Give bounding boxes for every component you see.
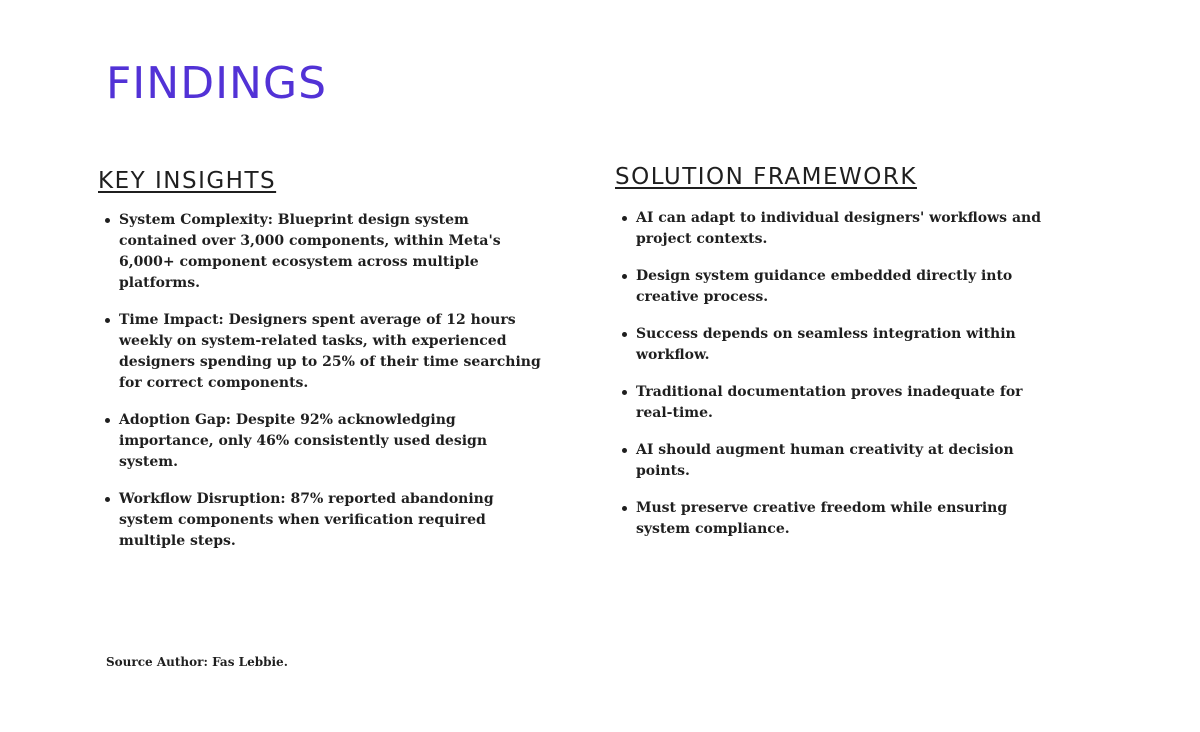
bullet-dot-icon: [622, 390, 627, 395]
list-item-text: Success depends on seamless integration within workflow.: [636, 325, 1016, 363]
list-item: [98, 410, 543, 473]
solution-framework-list: [615, 208, 1055, 540]
page-title: FINDINGS: [106, 58, 327, 109]
list-item: [98, 310, 543, 394]
source-note: Source Author: Fas Lebbie.: [106, 655, 288, 669]
solution-framework-heading: SOLUTION FRAMEWORK: [615, 164, 917, 190]
bullet-dot-icon: [105, 418, 110, 423]
bullet-dot-icon: [622, 274, 627, 279]
list-item-text: AI should augment human creativity at decision points.: [636, 441, 1014, 479]
list-item: [615, 498, 1055, 540]
list-item-text: Workflow Disruption: 87% reported abandoning system components when verification required multiple steps.: [119, 490, 494, 549]
bullet-dot-icon: [622, 332, 627, 337]
list-item: [615, 382, 1055, 424]
list-item: [615, 324, 1055, 366]
list-item-text: System Complexity: Blueprint design system contained over 3,000 components, within Meta's 6,000+ component ecosystem across multiple platforms.: [119, 211, 501, 291]
list-item: [615, 266, 1055, 308]
list-item-text: Must preserve creative freedom while ensuring system compliance.: [636, 499, 1008, 537]
list-item: [615, 440, 1055, 482]
list-item: [98, 489, 543, 552]
list-item-text: Traditional documentation proves inadequate for real-time.: [636, 383, 1023, 421]
key-insights-section: [98, 168, 543, 568]
bullet-dot-icon: [105, 497, 110, 502]
bullet-dot-icon: [622, 216, 627, 221]
list-item-text: AI can adapt to individual designers' workflows and project contexts.: [636, 209, 1041, 247]
solution-framework-section: [615, 164, 1055, 556]
list-item-text: Adoption Gap: Despite 92% acknowledging importance, only 46% consistently used design system.: [119, 411, 487, 470]
key-insights-heading: KEY INSIGHTS: [98, 168, 277, 194]
bullet-dot-icon: [105, 318, 110, 323]
list-item-text: Design system guidance embedded directly into creative process.: [636, 267, 1013, 305]
bullet-dot-icon: [622, 506, 627, 511]
bullet-dot-icon: [622, 448, 627, 453]
key-insights-list: [98, 210, 543, 552]
list-item-text: Time Impact: Designers spent average of 12 hours weekly on system-related tasks, with experienced designers spending up to 25% of their time searching for correct components.: [119, 311, 541, 391]
list-item: [615, 208, 1055, 250]
list-item: [98, 210, 543, 294]
bullet-dot-icon: [105, 218, 110, 223]
